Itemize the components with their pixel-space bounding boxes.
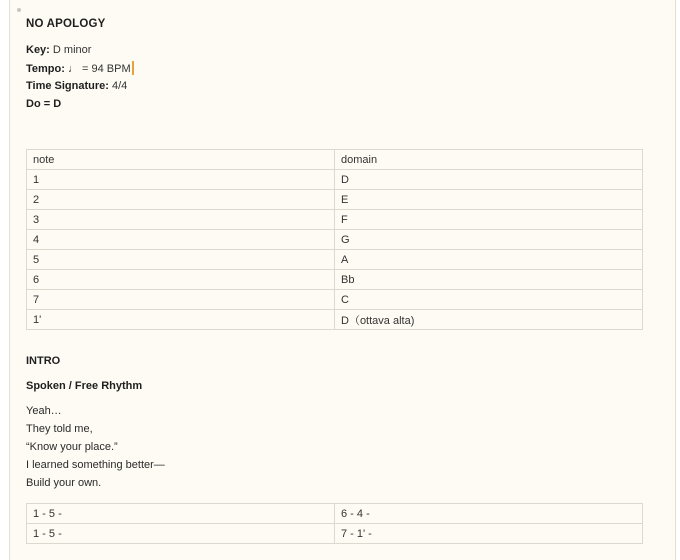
key-value: D minor bbox=[52, 44, 92, 56]
table-cell[interactable]: F bbox=[335, 210, 643, 230]
table-cell[interactable]: 3 bbox=[27, 210, 335, 230]
lyric-line: Yeah… bbox=[26, 405, 62, 417]
document-page bbox=[9, 0, 676, 560]
table-cell[interactable]: 1' bbox=[27, 310, 335, 330]
table-cell[interactable]: 1 bbox=[27, 170, 335, 190]
table-cell[interactable]: 6 bbox=[27, 270, 335, 290]
scale-table bbox=[26, 149, 643, 330]
table-cell[interactable]: Bb bbox=[335, 270, 643, 290]
table-cell[interactable]: D（ottava alta) bbox=[335, 310, 643, 330]
time-signature-label: Time Signature: bbox=[26, 80, 109, 92]
table-header-cell[interactable]: domain bbox=[335, 150, 643, 170]
lyric-line: Build your own. bbox=[26, 477, 102, 489]
table-row bbox=[27, 210, 643, 230]
intro-chord-table bbox=[26, 503, 643, 544]
table-cell[interactable]: 4 bbox=[27, 230, 335, 250]
intro-subheading: Spoken / Free Rhythm bbox=[26, 380, 143, 392]
intro-heading: INTRO bbox=[26, 355, 61, 367]
time-signature-line bbox=[26, 79, 127, 93]
do-label: Do = D bbox=[26, 98, 62, 110]
lyric-line: I learned something better— bbox=[26, 459, 165, 471]
table-cell[interactable]: 7 - 1' - bbox=[335, 524, 643, 544]
lyric-line: They told me, bbox=[26, 423, 93, 435]
lyric-line: “Know your place.” bbox=[26, 441, 118, 453]
table-cell[interactable]: 6 - 4 - bbox=[335, 504, 643, 524]
table-cell[interactable]: C bbox=[335, 290, 643, 310]
table-row bbox=[27, 270, 643, 290]
table-row bbox=[27, 170, 643, 190]
do-line bbox=[26, 97, 61, 111]
table-row bbox=[27, 190, 643, 210]
time-signature-value: 4/4 bbox=[112, 80, 128, 92]
table-row bbox=[27, 504, 643, 524]
table-row bbox=[27, 290, 643, 310]
table-row bbox=[27, 310, 643, 330]
table-cell[interactable]: 5 bbox=[27, 250, 335, 270]
table-cell[interactable]: 1 - 5 - bbox=[27, 504, 335, 524]
table-header-cell[interactable]: note bbox=[27, 150, 335, 170]
table-header-row bbox=[27, 150, 643, 170]
song-title: NO APOLOGY bbox=[26, 18, 106, 30]
table-row bbox=[27, 230, 643, 250]
table-cell[interactable]: E bbox=[335, 190, 643, 210]
tempo-line[interactable] bbox=[26, 61, 134, 76]
table-row bbox=[27, 524, 643, 544]
key-line bbox=[26, 43, 91, 57]
table-cell[interactable]: A bbox=[335, 250, 643, 270]
tempo-label: Tempo: bbox=[26, 63, 65, 75]
table-row bbox=[27, 250, 643, 270]
table-cell[interactable]: 7 bbox=[27, 290, 335, 310]
table-cell[interactable]: G bbox=[335, 230, 643, 250]
table-cell[interactable]: 2 bbox=[27, 190, 335, 210]
corner-marker-icon bbox=[17, 8, 21, 12]
table-cell[interactable]: 1 - 5 - bbox=[27, 524, 335, 544]
tempo-value: ♩ = 94 BPM bbox=[67, 63, 131, 75]
table-cell[interactable]: D bbox=[335, 170, 643, 190]
key-label: Key: bbox=[26, 44, 50, 56]
text-cursor bbox=[132, 61, 134, 75]
